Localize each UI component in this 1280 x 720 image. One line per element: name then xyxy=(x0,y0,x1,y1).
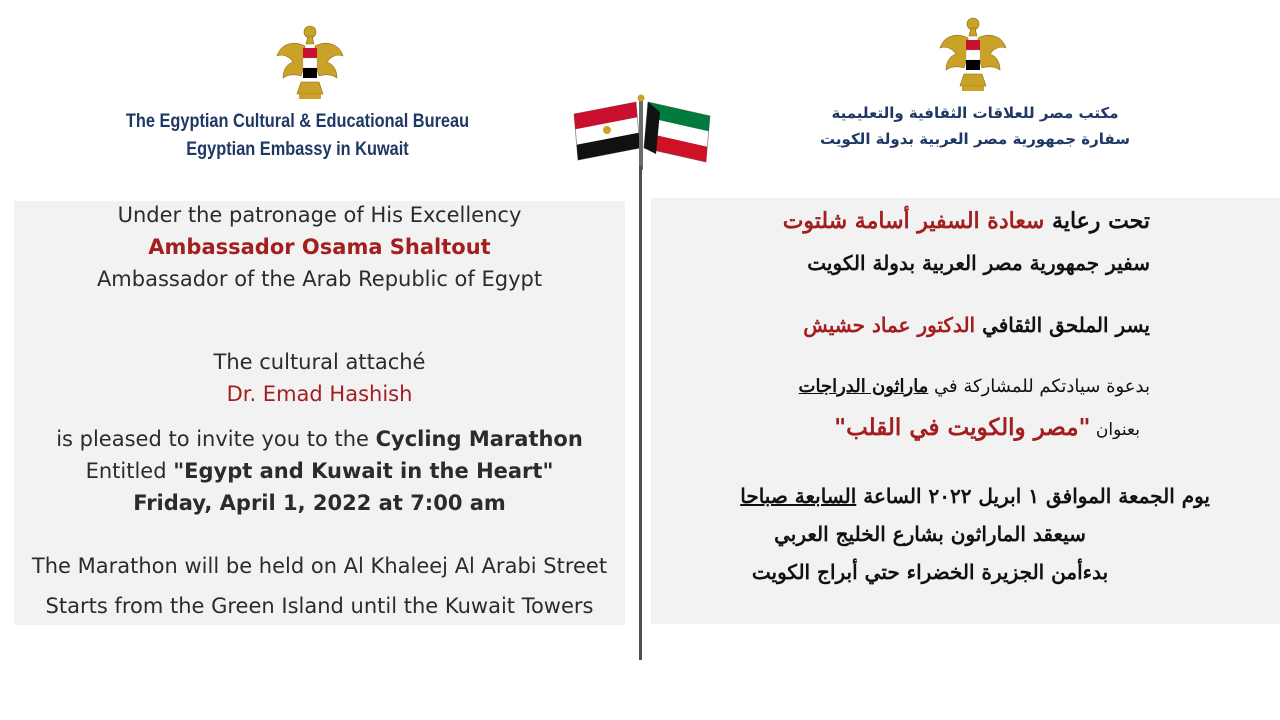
en-route: Starts from the Green Island until the Kuwait Towers xyxy=(45,594,594,618)
header-right-line1: مكتب مصر للعلاقات الثقافية والتعليمية xyxy=(831,104,1119,122)
ar-invite-prefix: بدعوة سيادتكم للمشاركة في xyxy=(928,376,1150,397)
ar-attache-prefix: يسر الملحق الثقافي xyxy=(975,313,1150,337)
egypt-flag-icon xyxy=(574,102,640,160)
ar-attache-name: الدكتور عماد حشيش xyxy=(803,313,976,337)
header-right-line2: سفارة جمهورية مصر العربية بدولة الكويت xyxy=(820,130,1130,148)
ar-title-line xyxy=(620,414,1140,441)
crossed-flags-icon xyxy=(568,92,716,172)
ar-invite-event: ماراثون الدراجات xyxy=(798,376,929,397)
ar-ambassador-title: سفير جمهورية مصر العربية بدولة الكويت xyxy=(807,251,1150,275)
header-right xyxy=(790,100,1160,152)
en-date-time: Friday, April 1, 2022 at 7:00 am xyxy=(133,491,506,515)
en-invite-prefix: is pleased to invite you to the xyxy=(56,427,376,451)
ar-title-prefix: بعنوان xyxy=(1090,420,1140,440)
ar-date-line xyxy=(690,484,1210,508)
ar-location: سيعقد الماراثون بشارع الخليج العربي xyxy=(774,522,1086,546)
en-attache-label: The cultural attaché xyxy=(213,350,426,374)
ar-patronage-line xyxy=(630,208,1150,234)
en-entitled-line xyxy=(14,459,625,483)
ar-route: بدءأمن الجزيرة الخضراء حتي أبراج الكويت xyxy=(751,560,1109,584)
en-invite-event: Cycling Marathon xyxy=(375,427,583,451)
header-left-line1: The Egyptian Cultural & Educational Bureau xyxy=(125,111,470,132)
kuwait-flag-icon xyxy=(644,102,710,162)
egypt-eagle-emblem-right-icon xyxy=(938,14,1008,94)
en-entitled-prefix: Entitled xyxy=(85,459,174,483)
ar-title: "مصر والكويت في القلب" xyxy=(834,414,1091,441)
en-ambassador-title: Ambassador of the Arab Republic of Egypt xyxy=(96,267,543,291)
center-divider xyxy=(639,166,642,660)
ar-date-prefix: يوم الجمعة الموافق ١ ابريل ٢٠٢٢ الساعة xyxy=(856,484,1210,508)
header-left-line2: Egyptian Embassy in Kuwait xyxy=(186,139,409,160)
en-patronage: Under the patronage of His Excellency xyxy=(117,203,522,227)
ar-invite-line xyxy=(630,376,1150,397)
egypt-eagle-emblem-left-icon xyxy=(275,22,345,102)
en-ambassador-name: Ambassador Osama Shaltout xyxy=(148,235,491,259)
ar-patronage-prefix: تحت رعاية xyxy=(1044,208,1150,234)
en-entitled-title: "Egypt and Kuwait in the Heart" xyxy=(173,459,554,483)
header-left xyxy=(123,108,471,164)
en-location: The Marathon will be held on Al Khaleej Al Arabi Street xyxy=(31,554,608,578)
ar-attache-line xyxy=(630,313,1150,337)
en-attache-name: Dr. Emad Hashish xyxy=(226,382,413,406)
ar-patronage-name: سعادة السفير أسامة شلتوت xyxy=(782,208,1045,234)
ar-time: السابعة صباحا xyxy=(740,484,857,508)
en-invite-line xyxy=(14,427,625,451)
